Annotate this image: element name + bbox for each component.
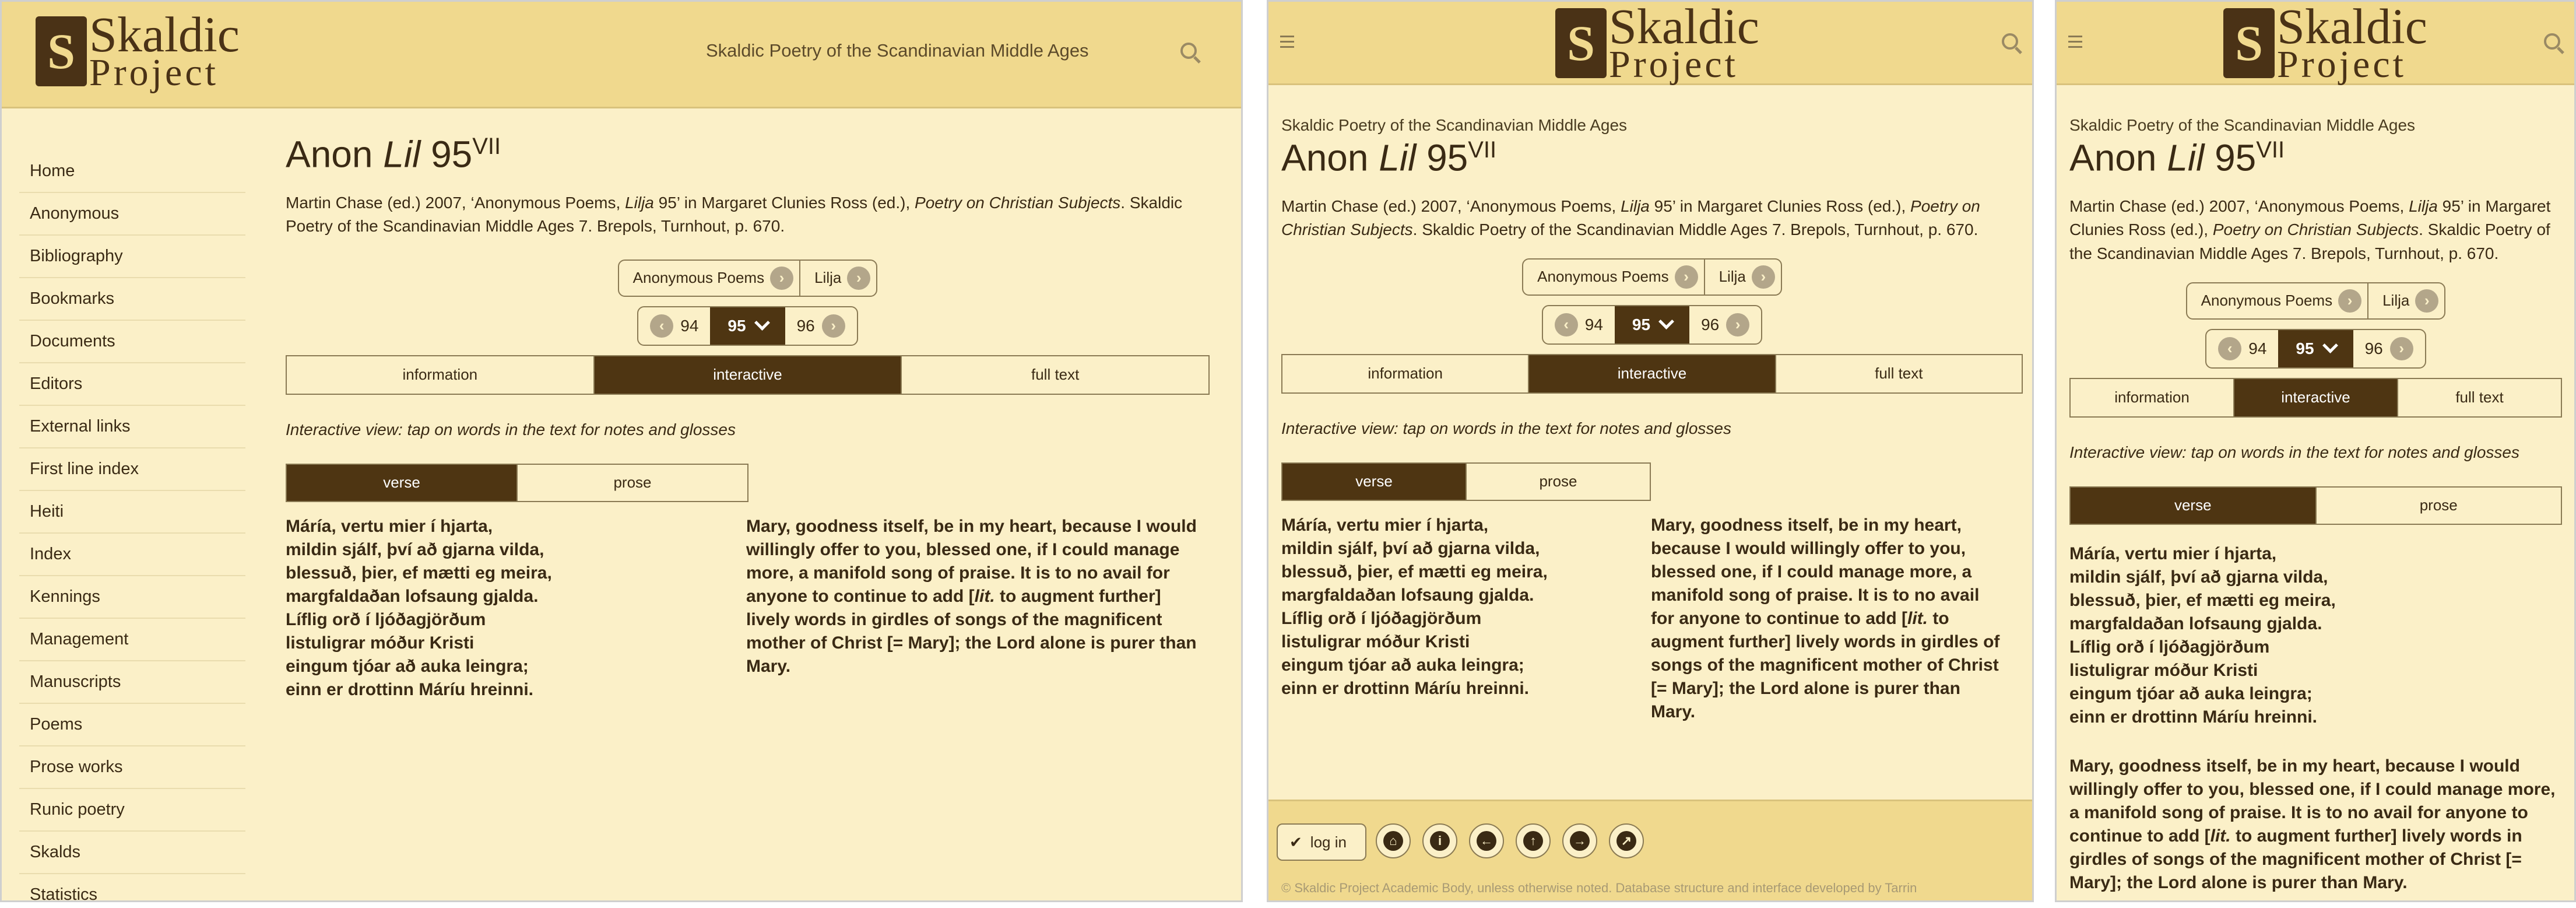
verse-text [2069,542,2562,729]
verse-line[interactable]: Máría, vertu mier í hjarta, [1281,515,1489,535]
verse-line[interactable]: mildin sjálf, því að gjarna vilda, [286,539,544,559]
arrow-right-icon: → [1570,831,1590,851]
verse-line[interactable]: Máría, vertu mier í hjarta, [2069,544,2277,563]
chevron-right-icon: › [2390,337,2413,360]
site-logo[interactable] [36,6,240,94]
verse-line[interactable]: margfaldaðan lofsaung gjalda. [1281,585,1534,605]
chevron-right-icon: › [1675,265,1698,289]
arrow-up-icon: ↑ [1523,831,1543,851]
sidebar-item-statistics[interactable]: Statistics [19,874,245,902]
logo-line2: Project [1609,43,1738,86]
verse-line[interactable]: mildin sjálf, því að gjarna vilda, [1281,538,1540,558]
sidebar-nav [19,150,245,902]
sidebar-item-heiti[interactable]: Heiti [19,491,245,534]
desktop-view [0,0,1243,902]
chevron-right-icon: › [2415,289,2438,313]
verse-line[interactable]: Líflig orð í ljóðagjörðum [1281,608,1482,628]
toggle-verse[interactable]: verse [2071,488,2315,524]
tab-information[interactable]: information [2114,388,2190,406]
verse-line[interactable]: eingum tjóar að auka leingra; [286,656,529,676]
sidebar-item-documents[interactable]: Documents [19,321,245,363]
sidebar-item-bibliography[interactable]: Bibliography [19,236,245,278]
check-icon: ✔ [1289,833,1302,851]
breadcrumb-lilja[interactable]: Lilja › [2367,283,2444,318]
chevron-down-icon [2322,338,2338,353]
toggle-verse[interactable]: verse [1282,464,1466,500]
toggle-prose[interactable]: prose [2315,488,2561,524]
verse-line[interactable]: Líflig orð í ljóðagjörðum [286,609,486,629]
next-stanza-button[interactable]: 96 › [785,307,857,345]
verse-line[interactable]: margfaldaðan lofsaung gjalda. [286,586,539,606]
sidebar-item-home[interactable]: Home [19,150,245,193]
forward-button[interactable] [1562,823,1597,858]
breadcrumb-lilja[interactable]: Lilja › [799,261,876,296]
sidebar-item-runic-poetry[interactable]: Runic poetry [19,789,245,832]
tab-information[interactable]: information [402,366,478,384]
verse-prose-toggle [1281,462,1651,501]
sidebar-item-poems[interactable]: Poems [19,704,245,746]
share-button[interactable] [1609,823,1644,858]
main-content [2069,116,2562,895]
view-tabs [2069,378,2562,418]
breadcrumb [1522,258,1782,296]
search-icon[interactable] [2544,33,2560,50]
interactive-hint: Interactive view: tap on words in the text for notes and glosses [1281,419,1731,437]
chevron-left-icon: ‹ [650,314,673,338]
home-button[interactable] [1376,823,1411,858]
translation-text: Mary, goodness itself, be in my heart, because I would willingly offer to you, blessed one, if I could manage more, a manifold song of praise. It is to no avail for anyone to continue to add [lit. to augment further] lively words in girdles of songs of the magnificent mother of Christ [= Mary]; the Lord alone is purer than Mary. [1651,515,2000,721]
page-title: Anon Lil $95^{VII}$ [286,133,501,176]
stanza-pager [1542,305,1762,345]
site-title[interactable]: Skaldic Poetry of the Scandinavian Middle Ages [2069,116,2416,134]
page-title: Anon Lil $95^{VII}$ [2069,136,2285,179]
next-stanza-button[interactable]: 96 › [2353,330,2425,367]
main-content [1281,116,2023,724]
chevron-left-icon: ‹ [2218,337,2241,360]
back-button[interactable] [1469,823,1504,858]
stanza-pager [637,306,858,346]
home-icon: ⌂ [1383,831,1403,851]
current-stanza-dropdown[interactable]: 95 [710,307,785,345]
tab-interactive[interactable]: interactive [2233,379,2397,416]
arrow-left-icon: ← [1477,831,1496,851]
site-header [2057,2,2574,85]
sidebar-item-skalds[interactable]: Skalds [19,832,245,874]
chevron-right-icon: › [847,267,870,290]
tab-information[interactable]: information [1368,364,1443,383]
mobile-view [2055,0,2576,902]
current-stanza-dropdown[interactable]: 95 [1615,306,1689,343]
interactive-hint: Interactive view: tap on words in the text for notes and glosses [286,420,736,439]
sidebar-item-manuscripts[interactable]: Manuscripts [19,661,245,704]
verse-line[interactable]: blessuð, þier, ef mætti eg meira, [1281,562,1548,581]
current-stanza-dropdown[interactable]: 95 [2278,330,2353,367]
sidebar-item-management[interactable]: Management [19,619,245,661]
logo-line1: Skaldic [89,6,240,62]
breadcrumb-anonymous-poems[interactable]: Anonymous Poems › [1523,260,1703,295]
sidebar-item-bookmarks[interactable]: Bookmarks [19,278,245,321]
verse-line[interactable]: eingum tjóar að auka leingra; [2069,683,2313,703]
tab-interactive[interactable]: interactive [593,356,901,394]
prev-stanza-button[interactable]: ‹ 94 [638,307,710,345]
citation: Martin Chase (ed.) 2007, ‘Anonymous Poems, Lilja 95’ in Margaret Clunies Ross (ed.), Poetry on Christian Subjects. Skaldic Poetry of the Scandinavian Middle Ages 7. Brepols, Turnhout, p. 670. [2069,197,2551,262]
verse-line[interactable]: eingum tjóar að auka leingra; [1281,655,1524,675]
prev-stanza-button[interactable]: ‹ 94 [2206,330,2278,367]
view-tabs [1281,354,2023,394]
interactive-hint: Interactive view: tap on words in the text for notes and glosses [2069,443,2519,461]
chevron-left-icon: ‹ [1555,313,1578,336]
translation-text: Mary, goodness itself, be in my heart, because I would willingly offer to you, blessed one, if I could manage more, a manifold song of praise. It is to no avail for anyone to continue to add [lit. to augment further] lively words in girdles of songs of the magnificent mother of Christ [= Mary]; the Lord alone is purer than Mary. [746,516,1197,676]
sidebar-item-anonymous[interactable]: Anonymous [19,193,245,236]
sidebar-item-editors[interactable]: Editors [19,363,245,406]
verse-line[interactable]: blessuð, þier, ef mætti eg meira, [2069,590,2336,610]
toggle-prose[interactable]: prose [516,465,747,501]
hamburger-menu-icon[interactable] [2068,36,2082,51]
toggle-prose[interactable]: prose [1466,464,1650,500]
sidebar-item-index[interactable]: Index [19,534,245,576]
breadcrumb-lilja[interactable]: Lilja › [1704,260,1781,295]
sidebar-item-prose-works[interactable]: Prose works [19,746,245,789]
view-tabs [286,355,1210,395]
site-header [1268,2,2032,85]
stanza-pager [2205,329,2426,369]
site-logo[interactable] [1555,0,1759,86]
logo-emblem: S [1555,8,1607,78]
up-button[interactable] [1516,823,1551,858]
sidebar-item-first-line-index[interactable]: First line index [19,448,245,491]
verse-text [1281,514,1651,724]
sidebar-item-kennings[interactable]: Kennings [19,576,245,619]
tab-interactive[interactable]: interactive [1528,355,1774,392]
breadcrumb [2186,282,2446,320]
page-footer [1268,800,2032,900]
share-icon: ↗ [1616,831,1636,851]
verse-line[interactable]: listuligrar móður Kristi [2069,660,2258,680]
chevron-right-icon: › [1726,313,1749,336]
verse-line[interactable]: einn er drottinn Máríu hreinni. [286,679,534,699]
tab-full-text[interactable]: full text [2397,379,2561,416]
verse-text [286,515,746,702]
breadcrumb-anonymous-poems[interactable]: Anonymous Poems › [2187,283,2367,318]
site-title[interactable]: Skaldic Poetry of the Scandinavian Middle Ages [1281,116,1628,134]
verse-line[interactable]: listuligrar móður Kristi [286,633,475,653]
toggle-verse[interactable]: verse [287,465,516,501]
verse-line[interactable]: einn er drottinn Máríu hreinni. [1281,678,1530,698]
copyright-notice: © Skaldic Project Academic Body, unless otherwise noted. Database structure and interface developed by Tarrin [1281,881,1917,895]
tab-full-text[interactable]: full text [1775,355,2022,392]
logo-line2: Project [89,51,219,94]
info-icon: i [1430,831,1450,851]
chevron-down-icon [754,315,770,331]
verse-line[interactable]: Líflig orð í ljóðagjörðum [2069,637,2270,657]
tablet-view [1267,0,2034,902]
search-icon[interactable] [1180,43,1197,59]
logo-line1: Skaldic [1609,0,1759,54]
sidebar-item-external-links[interactable]: External links [19,406,245,448]
prev-stanza-button[interactable]: ‹ 94 [1543,306,1615,343]
page-title: Anon Lil $95^{VII}$ [1281,136,1497,179]
verse-prose-toggle [2069,486,2562,525]
verse-line[interactable]: einn er drottinn Máríu hreinni. [2069,707,2318,727]
verse-line[interactable]: listuligrar móður Kristi [1281,632,1470,651]
search-icon[interactable] [2002,33,2018,50]
site-title[interactable]: Skaldic Poetry of the Scandinavian Middle Ages [706,40,1089,61]
chevron-right-icon: › [822,314,845,338]
verse-line[interactable]: margfaldaðan lofsaung gjalda. [2069,613,2322,633]
chevron-right-icon: › [2338,289,2361,313]
site-header [2,2,1241,108]
verse-line[interactable]: Máría, vertu mier í hjarta, [286,516,493,536]
tab-full-text[interactable]: full text [901,356,1208,394]
logo-emblem: S [36,16,87,86]
logo-line2: Project [2277,43,2406,86]
breadcrumb-anonymous-poems[interactable]: Anonymous Poems › [619,261,799,296]
site-logo[interactable] [2223,0,2427,86]
logo-emblem: S [2223,8,2275,78]
verse-line[interactable]: blessuð, þier, ef mætti eg meira, [286,563,552,583]
logo-line1: Skaldic [2277,0,2427,54]
hamburger-menu-icon[interactable] [1280,36,1294,51]
chevron-down-icon [1658,314,1674,329]
login-button[interactable]: ✔ log in [1277,823,1366,861]
citation: Martin Chase (ed.) 2007, ‘Anonymous Poems, Lilja 95’ in Margaret Clunies Ross (ed.), Poetry on Christian Subjects. Skaldic Poetry of the Scandinavian Middle Ages 7. Brepols, Turnhout, p. 670. [1281,197,1980,239]
next-stanza-button[interactable]: 96 › [1689,306,1761,343]
main-content [286,134,1210,702]
verse-prose-toggle [286,464,748,502]
translation-text: Mary, goodness itself, be in my heart, because I would willingly offer to you, blessed one, if I could manage more, a manifold song of praise. It is to no avail for anyone to continue to add [lit. to augment further] lively words in girdles of songs of the magnificent mother of Christ [= Mary]; the Lord alone is purer than Mary. [2069,756,2556,892]
chevron-right-icon: › [1752,265,1775,289]
breadcrumb [618,260,878,297]
verse-line[interactable]: mildin sjálf, því að gjarna vilda, [2069,567,2328,587]
citation: Martin Chase (ed.) 2007, ‘Anonymous Poems, Lilja 95’ in Margaret Clunies Ross (ed.), Poetry on Christian Subjects. Skaldic Poetry of the Scandinavian Middle Ages 7. Brepols, Turnhout, p. 670. [286,193,1183,236]
info-button[interactable] [1422,823,1457,858]
chevron-right-icon: › [770,267,793,290]
